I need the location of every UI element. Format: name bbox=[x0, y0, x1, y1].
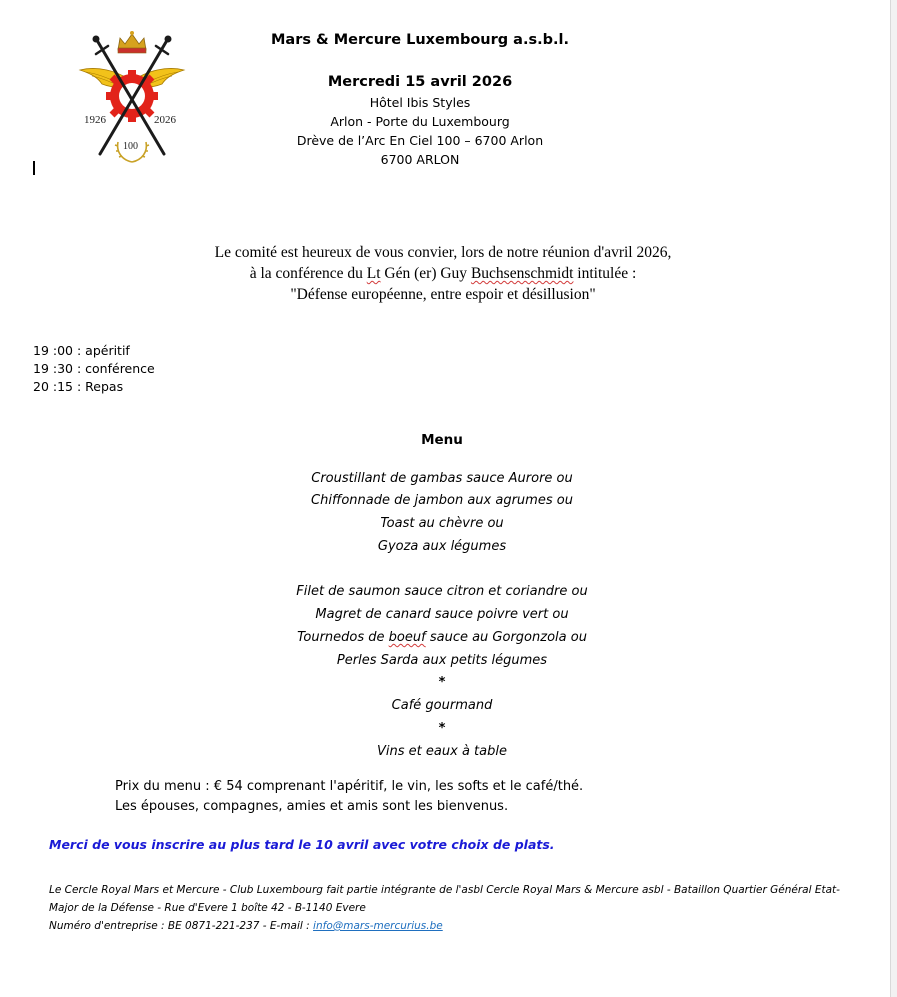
menu-separator: * bbox=[438, 675, 446, 690]
menu-starter: Croustillant de gambas sauce Aurore ou bbox=[311, 471, 573, 486]
menu-main: Magret de canard sauce poivre vert ou bbox=[315, 607, 569, 622]
schedule-item: 19 :30 : conférence bbox=[33, 361, 155, 376]
menu-main: Tournedos de boeuf sauce au Gorgonzola ou bbox=[297, 630, 587, 645]
menu-drinks: Vins et eaux à table bbox=[377, 744, 507, 759]
logo-anniversary: 100 bbox=[123, 141, 138, 152]
invitation-line-3: "Défense européenne, entre espoir et désillusion" bbox=[290, 286, 596, 303]
menu-title: Menu bbox=[421, 432, 463, 448]
menu-main: Perles Sarda aux petits légumes bbox=[336, 653, 548, 668]
venue-location: Arlon - Porte du Luxembourg bbox=[330, 114, 510, 129]
invitation-line-1: Le comité est heureux de vous convier, lors de notre réunion d'avril 2026, bbox=[214, 244, 672, 261]
menu-price: Prix du menu : € 54 comprenant l'apéritif, le vin, les softs et le café/thé. bbox=[115, 779, 584, 794]
venue-address: Drève de l’Arc En Ciel 100 – 6700 Arlon bbox=[296, 133, 544, 148]
crown-icon bbox=[118, 31, 146, 53]
schedule-item: 20 :15 : Repas bbox=[33, 379, 124, 394]
venue-name: Hôtel Ibis Styles bbox=[369, 95, 471, 110]
schedule-item: 19 :00 : apéritif bbox=[33, 343, 130, 358]
registration-deadline: Merci de vous inscrire au plus tard le 10 avril avec votre choix de plats. bbox=[49, 837, 555, 852]
menu-dessert: Café gourmand bbox=[391, 698, 493, 713]
menu-starter: Toast au chèvre ou bbox=[380, 516, 504, 531]
logo-year-end: 2026 bbox=[154, 114, 176, 126]
menu-main: Filet de saumon sauce citron et coriandre ou bbox=[296, 584, 588, 599]
menu-starter: Gyoza aux légumes bbox=[377, 539, 507, 554]
menu-starter: Chiffonnade de jambon aux agrumes ou bbox=[311, 493, 573, 508]
club-logo bbox=[78, 24, 186, 166]
menu-separator: * bbox=[438, 721, 446, 736]
footer-line-2: Major de la Défense - Rue d'Evere 1 boîte 42 - B-1140 Evere bbox=[49, 902, 366, 914]
event-date: Mercredi 15 avril 2026 bbox=[327, 74, 513, 90]
text-cursor[interactable] bbox=[33, 161, 35, 175]
footer-line-1: Le Cercle Royal Mars et Mercure - Club Luxembourg fait partie intégrante de l'asbl Cercle Royal Mars & Mercure asbl - Bataillon Quartier Général Etat- bbox=[49, 884, 840, 896]
invitation-line-2: à la conférence du Lt Gén (er) Guy Buchsenschmidt intitulée : bbox=[249, 265, 637, 282]
organization-title: Mars & Mercure Luxembourg a.s.b.l. bbox=[270, 32, 569, 48]
venue-address-clipped: 6700 ARLON bbox=[380, 152, 460, 167]
guests-welcome: Les épouses, compagnes, amies et amis sont les bienvenus. bbox=[115, 799, 509, 814]
email-link[interactable]: info@mars-mercurius.be bbox=[313, 920, 443, 932]
logo-year-start: 1926 bbox=[84, 114, 106, 126]
footer-line-3: Numéro d'entreprise : BE 0871-221-237 - E-mail : info@mars-mercurius.be bbox=[49, 920, 443, 932]
gear-icon bbox=[106, 70, 158, 122]
page-shadow bbox=[891, 0, 897, 997]
